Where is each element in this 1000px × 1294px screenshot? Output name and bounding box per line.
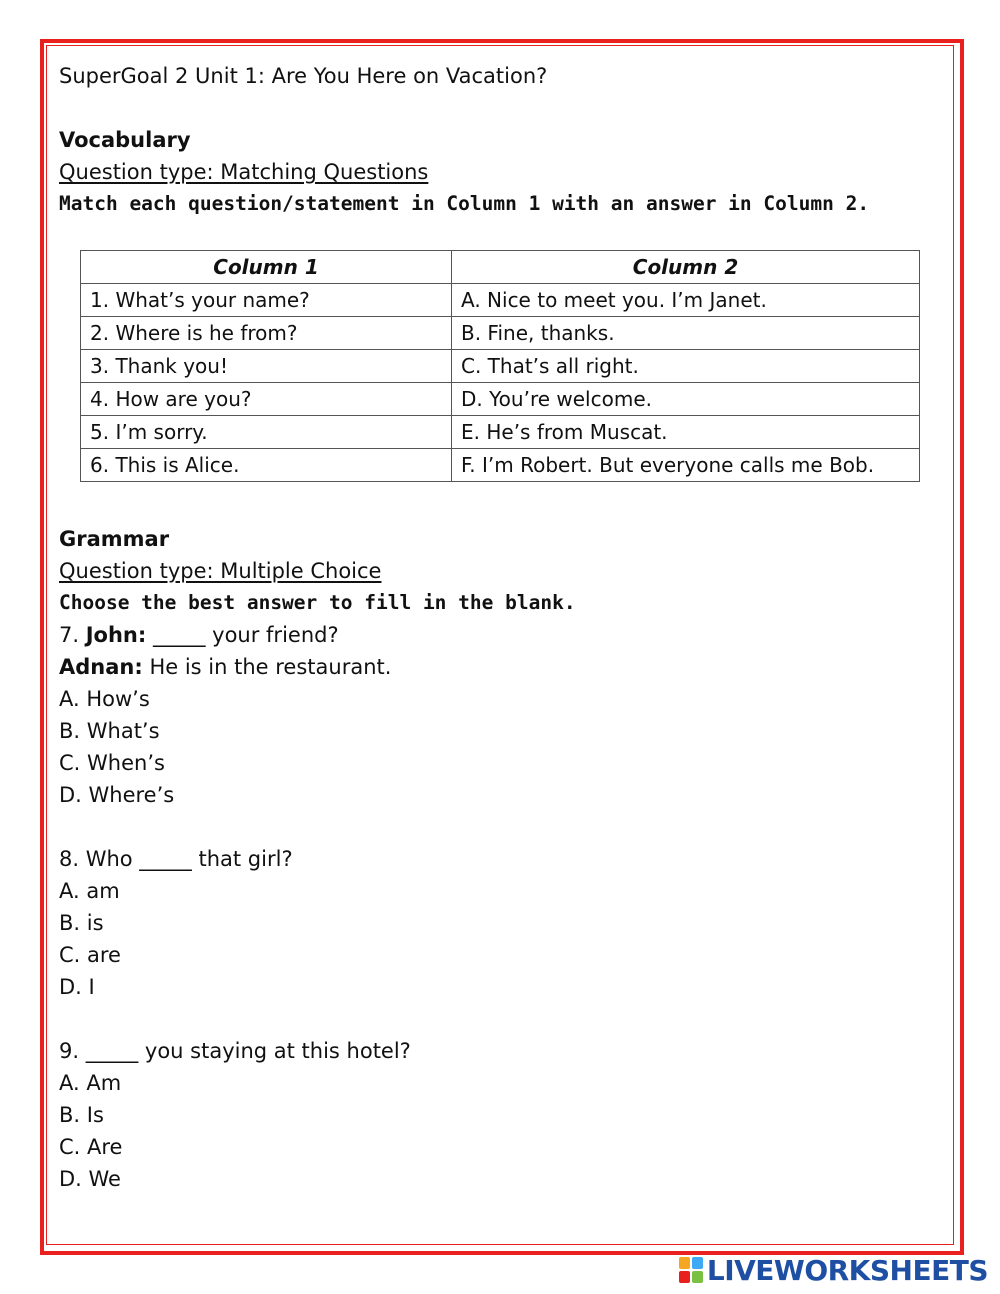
column-1-cell: 6. This is Alice. <box>81 449 452 482</box>
table-header-row <box>81 251 920 284</box>
table-row <box>81 449 920 482</box>
column-2-header: Column 2 <box>452 251 920 284</box>
worksheet-header <box>59 60 939 220</box>
question-7-response: He is in the restaurant. <box>149 655 392 679</box>
option-item: D. I <box>59 975 95 999</box>
option-item: D. We <box>59 1167 121 1191</box>
table-row <box>81 284 920 317</box>
table-row <box>81 317 920 350</box>
column-1-cell: 2. Where is he from? <box>81 317 452 350</box>
worksheet-title: SuperGoal 2 Unit 1: Are You Here on Vacation? <box>59 64 548 88</box>
option-item: B. is <box>59 911 104 935</box>
speaker-john: John: <box>85 623 147 647</box>
liveworksheets-logo <box>679 1255 988 1285</box>
grammar-question-type: Question type: Multiple Choice <box>59 559 382 583</box>
question-7-line-1 <box>59 619 939 651</box>
grammar-heading: Grammar <box>59 527 170 551</box>
option-item: B. Is <box>59 1103 104 1127</box>
column-1-cell: 4. How are you? <box>81 383 452 416</box>
option-item: C. are <box>59 943 121 967</box>
column-2-cell: D. You’re welcome. <box>452 383 920 416</box>
option-item: D. Where’s <box>59 783 175 807</box>
table-row <box>81 416 920 449</box>
question-7-line-2 <box>59 651 939 683</box>
table-row <box>81 383 920 416</box>
column-2-cell: B. Fine, thanks. <box>452 317 920 350</box>
vocabulary-heading: Vocabulary <box>59 128 191 152</box>
vocabulary-instruction: Match each question/statement in Column 1 with an answer in Column 2. <box>59 192 870 215</box>
question-7-prompt: _____ your friend? <box>152 623 339 647</box>
matching-table <box>80 250 920 482</box>
speaker-adnan: Adnan: <box>59 655 143 679</box>
logo-text: LIVEWORKSHEETS <box>706 1253 988 1287</box>
column-1-header: Column 1 <box>81 251 452 284</box>
question-9-text: 9. _____ you staying at this hotel? <box>59 1039 411 1063</box>
grammar-section <box>59 523 939 1195</box>
column-1-cell: 3. Thank you! <box>81 350 452 383</box>
column-1-cell: 5. I’m sorry. <box>81 416 452 449</box>
table-row <box>81 350 920 383</box>
option-item: C. When’s <box>59 751 165 775</box>
logo-mark-icon <box>679 1257 703 1283</box>
question-8-text: 8. Who _____ that girl? <box>59 847 293 871</box>
question-number: 7. <box>59 623 80 647</box>
vocabulary-question-type: Question type: Matching Questions <box>59 160 429 184</box>
option-item: C. Are <box>59 1135 123 1159</box>
column-1-cell: 1. What’s your name? <box>81 284 452 317</box>
grammar-instruction: Choose the best answer to fill in the blank. <box>59 591 576 614</box>
option-item: A. How’s <box>59 687 150 711</box>
option-item: A. Am <box>59 1071 122 1095</box>
option-item: B. What’s <box>59 719 160 743</box>
option-item: A. am <box>59 879 120 903</box>
column-2-cell: A. Nice to meet you. I’m Janet. <box>452 284 920 317</box>
column-2-cell: E. He’s from Muscat. <box>452 416 920 449</box>
column-2-cell: F. I’m Robert. But everyone calls me Bob. <box>452 449 920 482</box>
column-2-cell: C. That’s all right. <box>452 350 920 383</box>
